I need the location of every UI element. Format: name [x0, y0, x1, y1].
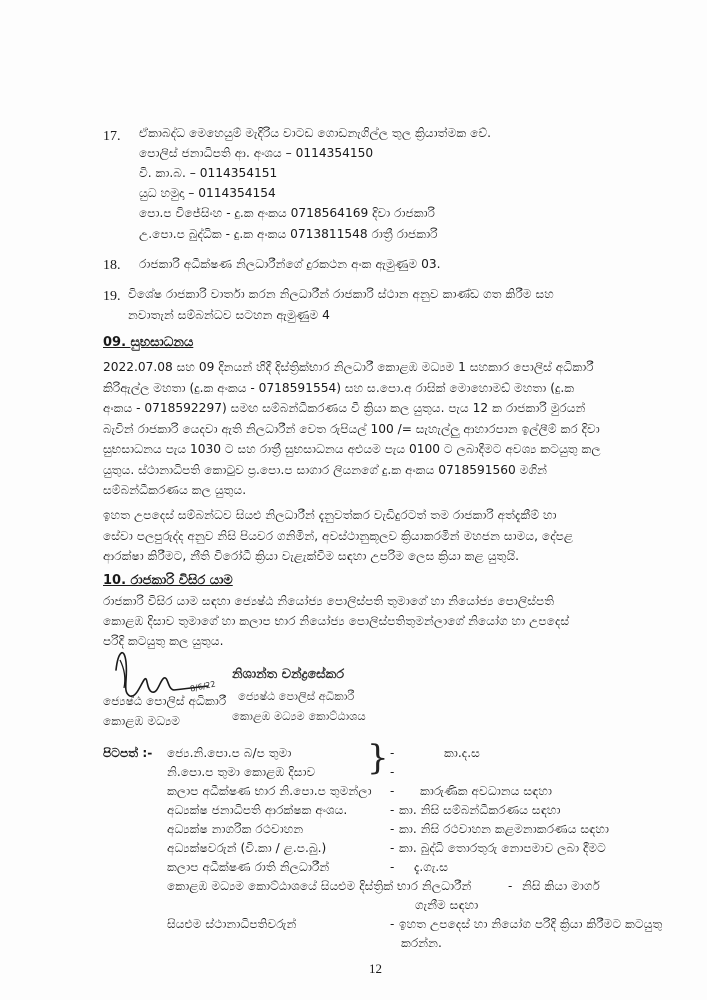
stamp-division: කොළඹ මධ්‍යම කොට්ඨාශය [232, 709, 366, 723]
stamp-title: ජ්‍යෙෂ්ඨ පොලිස් අධිකාරී [238, 689, 355, 703]
paragraph-line: කොළඹ දිසාව තුමාගේ හා කලාප භාර නියෝජ්‍ය පොලිස්පතිතුමන්ලාගේ නියෝග හා උපදෙස් [103, 614, 570, 628]
paragraph-line: අංකය - 0718592297) සමඟ සම්බන්ධීකරණය වී ක්‍රියා කල යුතුය. පැය 12 ක රාජකාරි මුරයන් [103, 401, 586, 415]
copy-dash: - [390, 917, 395, 931]
copy-dash: - [390, 803, 395, 817]
copy-dash: - [390, 784, 395, 798]
item-17-number: 17. [103, 129, 121, 144]
copy-purpose: දැ.ගැ.ස [414, 860, 449, 874]
copy-purpose: කා. නිසි රථවාහන කළමනාකරණය සඳහා [399, 822, 609, 836]
signatory-title: ජ්‍යෙෂ්ඨ පොලිස් අධිකාරී [103, 694, 227, 708]
item-18-text: රාජකාරි අධීක්ෂණ නිලධාරීන්ගේ දුරකථන අංක ඇමුණුම 03. [139, 257, 441, 271]
copy-purpose: කා.ද.ස [444, 746, 480, 760]
copy-dash: - [390, 822, 395, 836]
item-17-line: පොලිස් ජනාධිපති ආ. අංශය – 0114354150 [139, 146, 374, 160]
paragraph-line: සම්බන්ධීකරණය කල යුතුය. [103, 483, 247, 497]
paragraph-line: සුභසාධනය පැය 1030 ට සහ රාත්‍රී සුභසාධනය අළුයම පැය 0100 ට ලබාදීමට අවශ්‍ය කටයුතු කල [103, 442, 601, 456]
paragraph-line: ඉහත උපදෙස් සම්බන්ධව සියළු නිලධාරීන් දැනුවත්කර වැඩිදුරටත් තම රාජකාරි අත්දැකීම් හා [103, 508, 557, 522]
copy-purpose: කා. බුද්ධි තොරතුරු නොපමාව ලබා දීමට [399, 841, 606, 855]
paragraph-line: රාජකාරි විසිර යාම සඳහා ජ්‍යෙෂ්ඨ නියෝජ්‍ය පොලිස්පති තුමාගේ හා නියෝජ්‍ය පොලිස්පති [103, 594, 555, 608]
brace-mark: } [367, 738, 389, 778]
copy-recipient: කොළඹ මධ්‍යම කොට්ඨාශයේ සියළුම දිස්ත්‍රික් භාර නිලධාරීන් [167, 879, 472, 893]
item-17-line: යුධ හමුදා – 0114354154 [139, 186, 276, 200]
copy-recipient: ජ්‍යෙ.නි.පො.ප බ/ප තුමා [167, 746, 292, 760]
copy-recipient: අධ්‍යක්ෂවරුන් (වි.කා / ළ.ප.බු.) [167, 841, 327, 855]
item-17-line: ඒකාබද්ධ මෙහෙයුම් මැදිරිය වාටඩ ගොඩනැගිල්ල තුල ක්‍රියාත්මක වේ. [139, 126, 492, 140]
item-19-line: නවාතැන් සම්බන්ධව සටහන ඇමුණුම 4 [128, 308, 330, 322]
item-18-number: 18. [103, 258, 121, 273]
paragraph-line: බැවින් රාජකාරි යෙදවා ඇති නිලධාරීන් වෙත රුපියල් 100 /= සැහැල්ලු ආහාරපාන ඉල්ලීම් කර දිවා [103, 421, 600, 436]
section-10-heading: 10. රාජකාරි විසිර යාම [103, 573, 233, 588]
page-number: 12 [369, 961, 382, 976]
copy-dash: - [508, 879, 513, 893]
item-19-line: විශේෂ රාජකාරි වාර්තා කරන නිලධාරීන් රාජකාරි ස්ථාන අනුව කාණ්ඩ ගත කිරීම සහ [128, 287, 554, 301]
copy-recipient: සියළුම ස්ථානාධිපතිවරුන් [167, 917, 297, 931]
copies-label: පිටපත් :- [103, 746, 153, 760]
copy-recipient: අධ්‍යක්ෂ නාගරික රථවාහන [167, 822, 304, 836]
copy-purpose: කරන්න. [401, 936, 442, 950]
stamp-name: නිශාන්ත චන්ද්‍රසේකර [232, 667, 345, 682]
copy-dash: - [390, 841, 395, 855]
copy-recipient: කලාප අධීක්ෂණ භාර නි.පො.ප තුමන්ලා [167, 784, 372, 798]
copy-dash: - [390, 860, 395, 874]
item-17-line: වි. කා.බ. – 0114354151 [139, 166, 278, 180]
signature-date: 8/6/22 [189, 679, 217, 694]
item-17-line: උ.පො.ප බුද්ධික - දු.ක අංකය 0713811548 රාත්‍රී රාජකාරි [139, 227, 438, 241]
item-19-number: 19. [103, 289, 121, 304]
copy-dash: - [390, 765, 395, 779]
item-17-line: පො.ප විජේසිංහ - දු.ක අංකය 0718564169 දිවා රාජකාරි [139, 206, 436, 220]
copy-purpose: ඉහත උපදෙස් හා නියෝග පරිදි ක්‍රියා කිරීමට කටයුතු [399, 917, 663, 931]
copy-recipient: අධ්‍යක්ෂ ජනාධිපති ආරක්ෂක අංශය. [167, 803, 348, 817]
copy-purpose: නිසි කියා මාර්ග [522, 879, 600, 893]
section-09-paragraph-1 [103, 357, 623, 501]
copy-purpose: කාරුණික අවධානය සඳහා [420, 784, 552, 798]
copy-recipient: කලාප අධීක්ෂණ රාති නිලධාරීන් [167, 860, 330, 874]
copy-dash: - [390, 746, 395, 760]
paragraph-line: කිරිඇල්ල මහතා (දු.ක අංකය - 0718591554) සහ ස.පො.අ රාසික් මොහොමඩ් මහතා (දු.ක [103, 380, 575, 395]
paragraph-line: පරිදි කටයුතු කල යුතුය. [103, 634, 224, 648]
paragraph-line: 2022.07.08 සහ 09 දිනයන් හිදී දිස්ත්‍රික්භාර නිලධාරී කොළඹ මධ්‍යම 1 සහකාර පොලිස් අධිකාරී [103, 360, 594, 374]
paragraph-line: සේවා පලපුරුද්ද අනුව නිසි පියවර ගනිමින්, අවස්ථානුකූලව ක්‍රියාකරමින් මහජන සාමය, දේපළ [103, 528, 574, 543]
section-09-heading: 09. සුභසාධනය [103, 335, 194, 350]
paragraph-line: ආරක්ෂා කිරීමට, නීති විරෝධී ක්‍රියා වැළැක්වීම සඳහා උපරිම ලෙස ක්‍රියා කළ යුතුයි. [103, 549, 520, 563]
copy-purpose: කා. නිසි සම්බන්ධීකරණය සඳහා [399, 803, 561, 817]
paragraph-line: යුතුය. ස්ථානාධිපති කොටුව ප්‍ර.පො.ප සාගාර ලියනගේ දු.ක අංකය 0718591560 මගින් [103, 462, 547, 477]
signatory-division: කොළඹ මධ්‍යම [103, 714, 181, 728]
section-09-paragraph-2 [103, 505, 623, 567]
copy-recipient: නි.පො.ප තුමා කොළඹ දිසාව [167, 765, 316, 779]
copy-purpose: ගැනීම සඳහා [415, 898, 479, 912]
